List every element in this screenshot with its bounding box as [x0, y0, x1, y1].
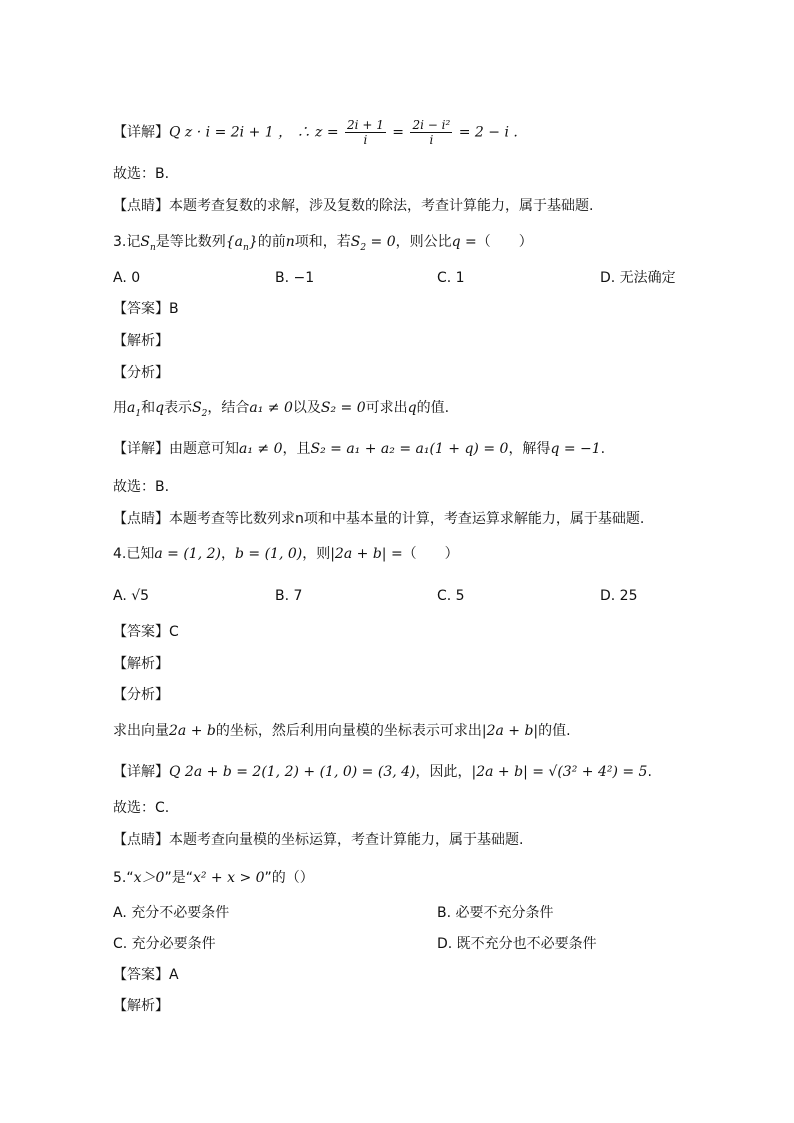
- q3-fx-a: 用: [113, 400, 127, 416]
- q4-detail-eq2: |2a + b| = √(3² + 4²) = 5: [471, 764, 648, 780]
- q4-stem-d: =（ ）: [386, 546, 459, 562]
- q4-norm: |2a + b|: [330, 546, 387, 562]
- q5-answer: A: [169, 967, 179, 983]
- q3-stem: [113, 232, 533, 258]
- q5-stem-c: ”的（）: [264, 870, 314, 886]
- q3-fenxi: 【分析】: [113, 365, 169, 381]
- q3-stem-c: 的前: [257, 234, 286, 250]
- q3-fx-cond2: S₂ = 0: [320, 400, 366, 416]
- q5-cond2: x² + x > 0: [192, 870, 265, 886]
- q3-seq: {a: [225, 234, 244, 250]
- q4-fx-a: 求出向量: [113, 723, 169, 739]
- q2-choice: 故选：B.: [113, 166, 170, 182]
- q3-fenxi-text: [113, 398, 449, 424]
- q2-detail-line: [113, 118, 518, 147]
- q3-stem-f: =（ ）: [460, 234, 533, 250]
- q5-answer-tag: 【答案】: [113, 967, 169, 983]
- q4-choice: 故选：C.: [113, 800, 170, 816]
- q4-answer-tag: 【答案】: [113, 624, 169, 640]
- q4-analysis: 【解析】: [113, 656, 169, 672]
- q3-n: n: [285, 234, 295, 250]
- q3-stem-b: 是等比数列: [155, 234, 226, 250]
- q3-detail-eq: S₂ = a₁ + a₂ = a₁(1 + q) = 0: [310, 441, 509, 457]
- q3-detail-tag: 【详解】: [113, 441, 169, 457]
- q3-comment: 【点睛】本题考查等比数列求n项和中基本量的计算，考查运算求解能力，属于基础题.: [113, 511, 645, 527]
- q3-answer: B: [169, 301, 179, 317]
- q5-option-c: C. 充分必要条件: [113, 936, 216, 952]
- q3-fx-e: 以及: [292, 400, 321, 416]
- q2-frac1-num: 2i + 1: [347, 118, 384, 132]
- q4-detail-b: ，因此，: [415, 764, 472, 780]
- q4-answer: C: [169, 624, 179, 640]
- q4-detail-c: .: [647, 764, 652, 780]
- q4-fx-norm: |2a + b|: [481, 723, 539, 739]
- q3-fx-c: 表示: [164, 400, 193, 416]
- q3-q: q: [451, 234, 461, 250]
- q4-stem-a: 4.已知: [113, 546, 155, 562]
- q4-detail-eq: Q 2a + b = 2(1, 2) + (1, 0) = (3, 4): [169, 764, 416, 780]
- q3-fx-g: 的值.: [416, 400, 450, 416]
- q3-fx-s2-sub: 2: [201, 408, 208, 419]
- q3-fx-f: 可求出: [365, 400, 408, 416]
- q4-fx-b: 的坐标，然后利用向量模的坐标表示可求出: [215, 723, 482, 739]
- q5-cond1: x＞0: [133, 870, 165, 886]
- q3-detail-d: .: [600, 441, 606, 457]
- q3-sn-sub: n: [149, 242, 156, 253]
- q4-vec-a: a = (1, 2): [154, 546, 221, 562]
- q3-answer-line: [113, 299, 179, 319]
- q3-analysis: 【解析】: [113, 333, 169, 349]
- q2-eq-end: = 2 − i .: [454, 124, 518, 141]
- q4-stem-b: ，: [220, 546, 235, 562]
- q3-fx-q: q: [155, 400, 165, 416]
- q3-s2-rest: = 0: [366, 234, 396, 250]
- q3-detail-res: q = −1: [550, 441, 601, 457]
- q3-choice: 故选：B.: [113, 479, 170, 495]
- q3-detail-cond: a₁ ≠ 0: [239, 441, 283, 457]
- q4-option-a: A. √5: [113, 588, 150, 604]
- q2-frac2-den: i: [429, 133, 434, 147]
- detail-tag: 【详解】: [113, 124, 169, 141]
- q5-option-d: D. 既不充分也不必要条件: [437, 936, 597, 952]
- q4-detail-tag: 【详解】: [113, 764, 169, 780]
- q2-frac2-num: 2i − i²: [412, 118, 451, 132]
- q3-fx-cond: a₁ ≠ 0: [249, 400, 293, 416]
- q5-stem: [113, 868, 314, 888]
- q4-option-c: C. 5: [437, 588, 465, 604]
- q2-comment: 【点睛】本题考查复数的求解，涉及复数的除法，考查计算能力，属于基础题.: [113, 198, 594, 214]
- q3-stem-e: ，则公比: [395, 234, 452, 250]
- q5-stem-a: 5.“: [113, 870, 134, 886]
- q4-fx-vec: 2a + b: [169, 723, 216, 739]
- q3-s2-sub: 2: [360, 242, 367, 253]
- q2-frac1-den: i: [363, 133, 368, 147]
- q3-seq-end: }: [248, 234, 258, 250]
- q3-fx-b: 和: [141, 400, 156, 416]
- q4-fenxi: 【分析】: [113, 687, 169, 703]
- q3-stem-d: 项和，若: [294, 234, 351, 250]
- q3-detail-c: ，解得: [508, 441, 551, 457]
- q4-option-b: B. 7: [275, 588, 303, 604]
- q3-fx-d: ，结合: [207, 400, 250, 416]
- q3-s2: S: [350, 234, 361, 250]
- q4-stem: [113, 544, 459, 564]
- q3-seq-sub: n: [243, 242, 249, 253]
- q5-stem-b: ”是“: [164, 870, 193, 886]
- q3-sn: S: [140, 234, 150, 250]
- q3-answer-tag: 【答案】: [113, 301, 169, 317]
- q4-detail: [113, 762, 652, 782]
- q5-analysis: 【解析】: [113, 998, 169, 1014]
- q4-stem-c: ，则: [302, 546, 331, 562]
- q3-fx-s2: S: [192, 400, 202, 416]
- q5-option-b: B. 必要不充分条件: [437, 905, 554, 921]
- q4-vec-b: b = (1, 0): [234, 546, 303, 562]
- q4-answer-line: [113, 622, 179, 642]
- q4-fenxi-text: [113, 721, 571, 741]
- q3-option-c: C. 1: [437, 270, 465, 286]
- q3-a1-sub: 1: [135, 408, 142, 419]
- q5-answer-line: [113, 965, 179, 985]
- q4-fx-c: 的值.: [538, 723, 571, 739]
- q3-option-a: A. 0: [113, 270, 141, 286]
- q3-detail-b: ，且: [282, 441, 311, 457]
- q4-comment: 【点睛】本题考查向量模的坐标运算，考查计算能力，属于基础题.: [113, 832, 524, 848]
- q3-stem-a: 3.记: [113, 234, 141, 250]
- q5-option-a: A. 充分不必要条件: [113, 905, 230, 921]
- q2-math-start: Q z · i = 2i + 1 ， ∴ z =: [169, 124, 344, 141]
- q4-option-d: D. 25: [600, 588, 638, 604]
- q3-option-b: B. −1: [275, 270, 315, 286]
- q3-a1: a: [127, 400, 136, 416]
- q3-detail: [113, 439, 605, 459]
- q2-frac1: [345, 118, 386, 147]
- q3-option-d: D. 无法确定: [600, 270, 676, 286]
- q2-eq1: =: [387, 124, 409, 141]
- q2-frac2: [410, 118, 452, 147]
- q3-fx-qv: q: [407, 400, 417, 416]
- q3-detail-a: 由题意可知: [169, 441, 239, 457]
